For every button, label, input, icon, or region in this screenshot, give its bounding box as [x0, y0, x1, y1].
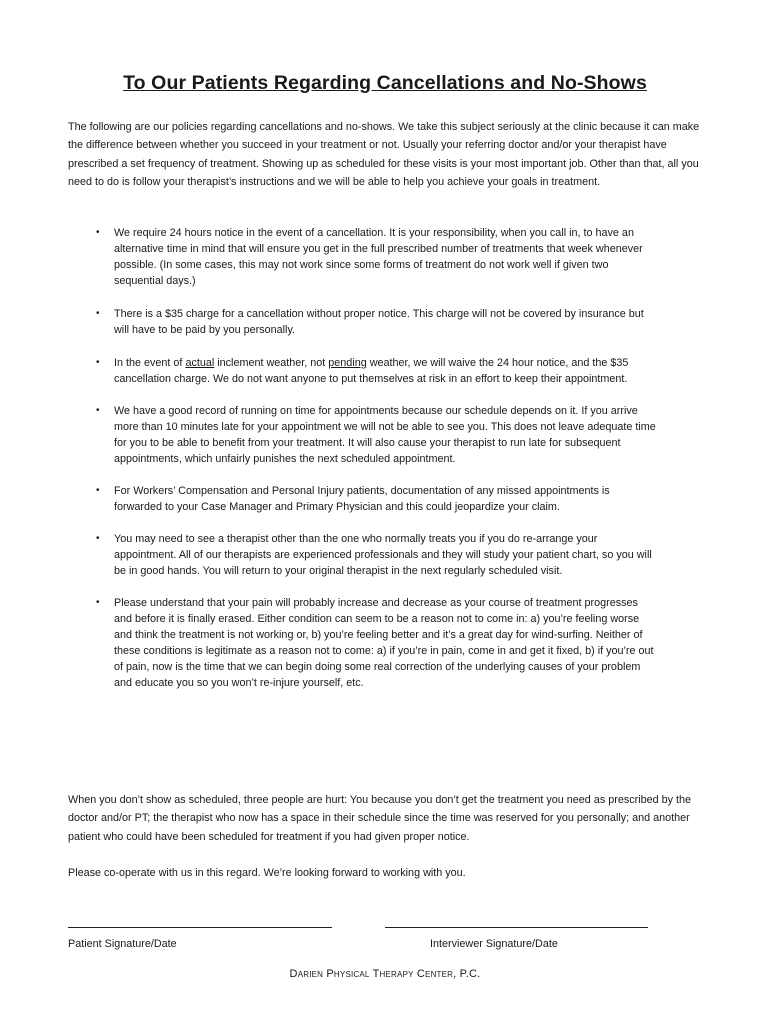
- bullet-icon: •: [96, 405, 100, 416]
- policy-item-workers-comp: [96, 483, 656, 515]
- policy-text-part: weather, we will waive the 24 hour notice, and the $35 cancellation charge. We do not want anyone to put themselves at risk in an effort to keep their appointment.: [114, 357, 629, 385]
- page-title: To Our Patients Regarding Cancellations and No-Shows: [123, 72, 647, 94]
- policy-item-lateness: [96, 403, 656, 467]
- closing-paragraph: When you don’t show as scheduled, three people are hurt: You because you don’t get the treatment you need as prescribed by the doctor and/or PT; the therapist who now has a space in their schedule since the time was reserved for you personally; and another patient who could have been scheduled for treatment if you had given proper notice.: [68, 794, 692, 843]
- intro-paragraph: The following are our policies regarding cancellations and no-shows. We take this subject seriously at the clinic because it can make the difference between whether you succeed in your treatment or not. Usually your referring doctor and/or your therapist have prescribed a set frequency of treatment. Showing up as scheduled for these visits is your most important job. Other than that, all you need to do is follow your therapist’s instructions and we will be able to help you achieve your goals in treatment.: [68, 121, 700, 188]
- bullet-icon: •: [96, 357, 100, 368]
- policy-text-part: In the event of: [114, 357, 186, 369]
- policy-item-other-therapist: [96, 531, 656, 579]
- bullet-icon: •: [96, 308, 100, 319]
- cooperate-paragraph: Please co-operate with us in this regard. We’re looking forward to working with you.: [68, 867, 466, 879]
- patient-signature-line[interactable]: [68, 927, 332, 928]
- bullet-icon: •: [96, 597, 100, 608]
- emphasis-actual: actual: [185, 357, 215, 369]
- policy-text: You may need to see a therapist other than the one who normally treats you if you do re-arrange your appointment. All of our therapists are experienced professionals and they will study your patient chart, so you will be in good hands. You will return to your original therapist in the next regularly scheduled visit.: [114, 533, 652, 577]
- policy-item-weather: [96, 355, 656, 387]
- policy-text-part: inclement weather, not: [214, 357, 329, 369]
- policy-item-charge: [96, 306, 656, 338]
- policy-list: [96, 225, 656, 691]
- policy-text: For Workers’ Compensation and Personal Injury patients, documentation of any missed appointments is forwarded to your Case Manager and Primary Physician and this could jeopardize your claim.: [114, 485, 610, 513]
- clinic-footer: Darien Physical Therapy Center, P.C.: [289, 968, 481, 980]
- bullet-icon: •: [96, 227, 100, 238]
- policy-text: [114, 357, 628, 385]
- policy-text: Please understand that your pain will probably increase and decrease as your course of treatment progresses and before it is finally erased. Either condition can seem to be a reason not to come in: a) you’re feeling worse and think the treatment is not working or, b) you’re feeling better and it’s a great day for wind-surfing. Neither of these conditions is legitimate as a reason not to come: a) if you’re in pain, come in and get it fixed, b) if you’re out of pain, now is the time that we can begin doing some real correction of the underlying causes of your problem and educate you so you won’t re-injure yourself, etc.: [114, 597, 654, 689]
- interviewer-signature-line[interactable]: [385, 927, 648, 928]
- policy-item-pain: [96, 595, 656, 691]
- emphasis-pending: pending: [328, 357, 367, 369]
- patient-signature-label: Patient Signature/Date: [68, 938, 177, 950]
- policy-text: We require 24 hours notice in the event of a cancellation. It is your responsibility, when you call in, to have an alternative time in mind that will ensure you get in the full prescribed number of treatments that week whenever possible. (In some cases, this may not work since some forms of treatment do not work well if given two sequential days.): [114, 227, 643, 287]
- bullet-icon: •: [96, 533, 100, 544]
- policy-item-notice: [96, 225, 656, 289]
- bullet-icon: •: [96, 485, 100, 496]
- policy-text: We have a good record of running on time for appointments because our schedule depends on it. If you arrive more than 10 minutes late for your appointment we will not be able to see you. This does not leave adequate time for you to be able to benefit from your treatment. It will also cause your therapist to run late for subsequent appointments, which unfairly punishes the next scheduled appointment.: [114, 405, 656, 465]
- interviewer-signature-label: Interviewer Signature/Date: [430, 938, 558, 950]
- policy-text: There is a $35 charge for a cancellation without proper notice. This charge will not be covered by insurance but will have to be paid by you personally.: [114, 308, 644, 336]
